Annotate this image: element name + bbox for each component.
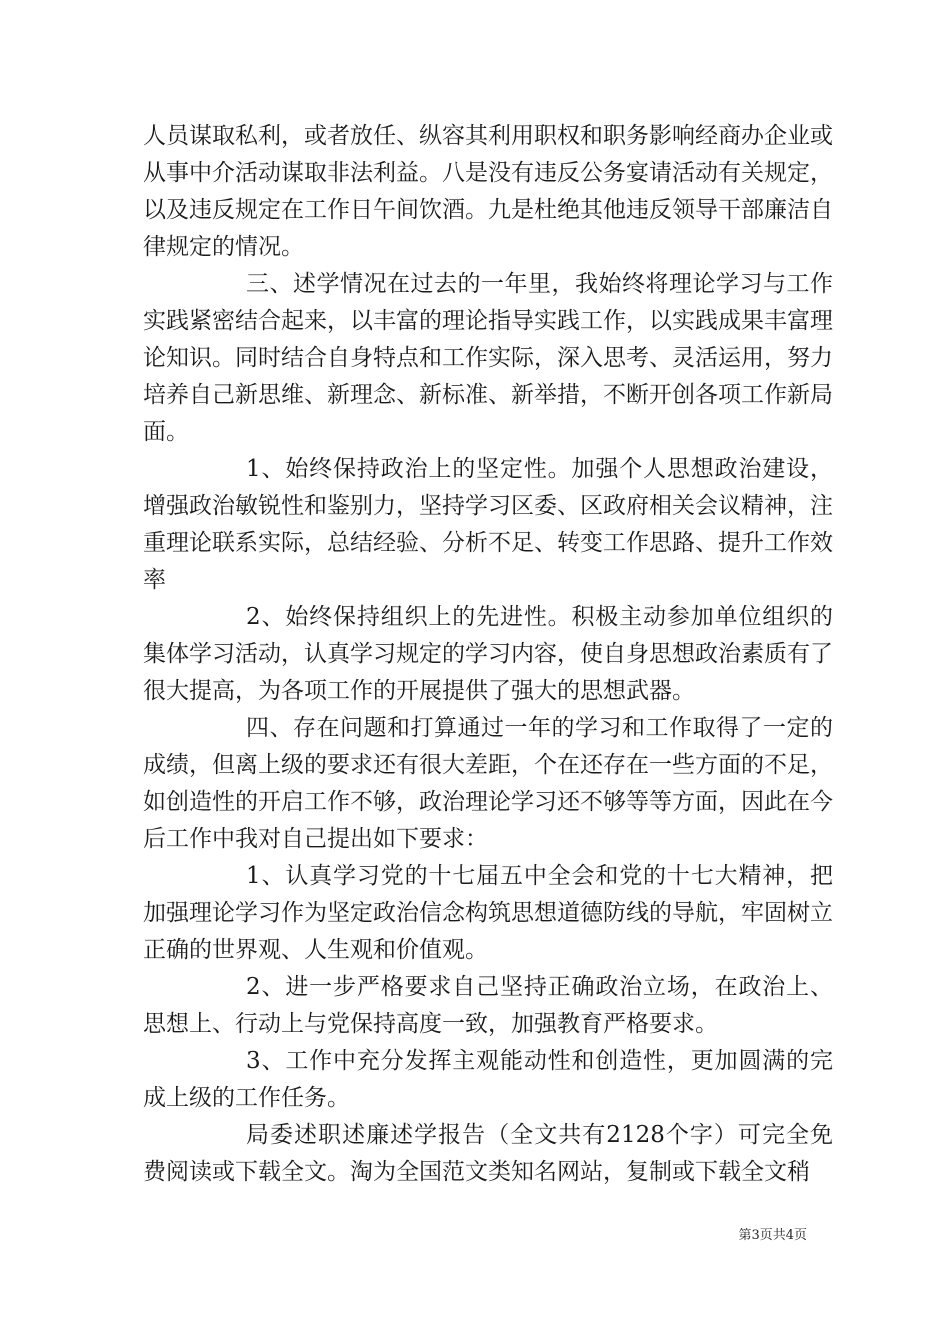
document-body: [143, 118, 833, 1191]
paragraph-download-notice: 局委述职述廉述学报告（全文共有2128个字）可完全免费阅读或下载全文。淘为全国范文类知名网站，复制或下载全文稍: [143, 1122, 833, 1185]
paragraph-organizational-advancement: 2、始终保持组织上的先进性。积极主动参加单位组织的集体学习活动，认真学习规定的学习内容，使自身思想政治素质有了很大提高，为各项工作的开展提供了强大的思想武器。: [143, 604, 833, 704]
paragraph-integrity-continuation: 人员谋取私利，或者放任、纵容其利用职权和职务影响经商办企业或从事中介活动谋取非法利益。八是没有违反公务宴请活动有关规定，以及违反规定在工作日午间饮酒。九是杜绝其他违反领导干部廉洁自律规定的情况。: [143, 123, 833, 260]
page-number: 第3页共4页: [738, 1228, 807, 1243]
paragraph-requirement-2: 2、进一步严格要求自己坚持正确政治立场，在政治上、思想上、行动上与党保持高度一致，加强教育严格要求。: [143, 974, 833, 1037]
paragraph-requirement-3: 3、工作中充分发挥主观能动性和创造性，更加圆满的完成上级的工作任务。: [143, 1048, 833, 1111]
paragraph-problems-and-plans: 四、存在问题和打算通过一年的学习和工作取得了一定的成绩，但离上级的要求还有很大差距，个在还存在一些方面的不足，如创造性的开启工作不够，政治理论学习还不够等等方面，因此在今后工作中我对自己提出如下要求：: [143, 715, 833, 852]
paragraph-study-report: 三、述学情况在过去的一年里，我始终将理论学习与工作实践紧密结合起来，以丰富的理论指导实践工作，以实践成果丰富理论知识。同时结合自身特点和工作实际，深入思考、灵活运用，努力培养自己新思维、新理念、新标准、新举措，不断开创各项工作新局面。: [143, 271, 833, 445]
paragraph-requirement-1: 1、认真学习党的十七届五中全会和党的十七大精神，把加强理论学习作为坚定政治信念构筑思想道德防线的导航，牢固树立正确的世界观、人生观和价值观。: [143, 863, 833, 963]
paragraph-political-firmness: 1、始终保持政治上的坚定性。加强个人思想政治建设，增强政治敏锐性和鉴别力，坚持学习区委、区政府相关会议精神，注重理论联系实际，总结经验、分析不足、转变工作思路、提升工作效率: [143, 456, 833, 593]
